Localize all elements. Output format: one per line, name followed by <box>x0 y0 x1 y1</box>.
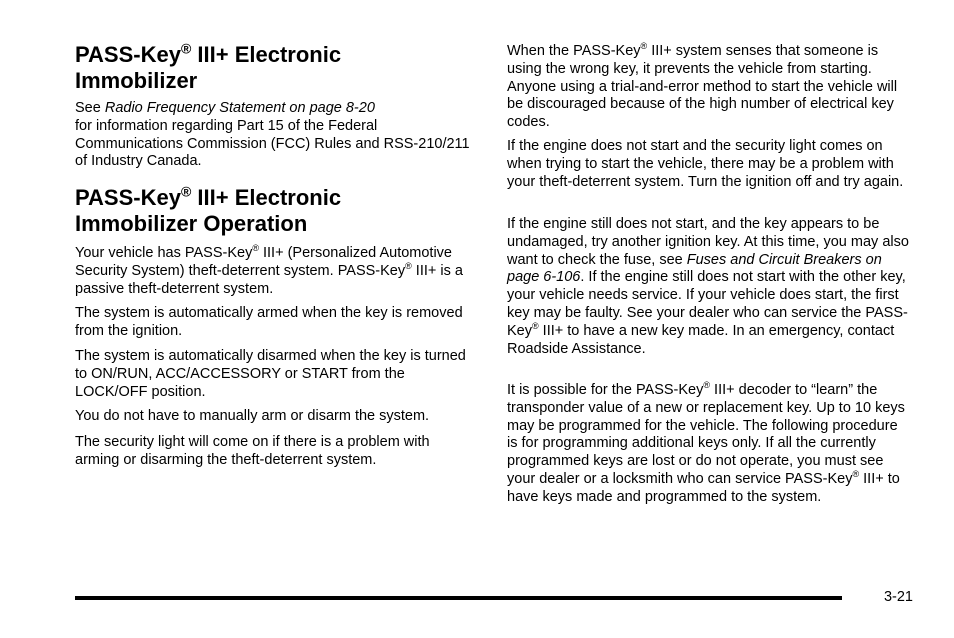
text: Your vehicle has PASS-Key <box>75 245 253 261</box>
registered-mark: ® <box>703 380 711 391</box>
text: III+ to have keys made and programmed to the system. <box>507 470 900 505</box>
section-heading-immobilizer <box>75 42 475 94</box>
registered-mark: ® <box>180 183 192 200</box>
heading-text: PASS-Key <box>75 185 181 210</box>
paragraph-armed: The system is automatically armed when the key is removed from the ignition. <box>75 305 463 339</box>
text: When the PASS-Key <box>507 43 641 59</box>
heading-text: PASS-Key <box>75 42 181 67</box>
footer-rule <box>75 596 842 600</box>
registered-mark: ® <box>640 41 648 52</box>
text: If the engine still does not start, and the key appears to be undamaged, try another ignition key. At this time, you may also want to check the fuse, see <box>507 216 909 268</box>
registered-mark: ® <box>852 469 860 480</box>
registered-mark: ® <box>252 243 259 254</box>
text: III+ system senses that someone is using the wrong key, it prevents the vehicle from starting. Anyone using a trial-and-error method to start the vehicle will be discouraged because of the high number of electrical key codes. <box>507 43 898 131</box>
page-number: 3-21 <box>883 589 913 605</box>
text: It is possible for the PASS-Key <box>507 382 704 398</box>
text: See <box>75 100 105 116</box>
paragraph-learn-keys <box>507 382 912 507</box>
cross-reference-link[interactable]: Radio Frequency Statement on page 8-20 <box>104 100 375 116</box>
registered-mark: ® <box>405 260 412 271</box>
paragraph-wrong-key <box>507 43 912 132</box>
paragraph-security-light: The security light will come on if there is a problem with arming or disarming the theft-deterrent system. <box>75 434 430 468</box>
registered-mark: ® <box>180 40 192 57</box>
heading-text: Immobilizer Operation <box>75 211 308 236</box>
text: III+ is a passive theft-deterrent system. <box>75 262 463 297</box>
paragraph-disarmed: The system is automatically disarmed when the key is turned to ON/RUN, ACC/ACCESSORY or START from the LOCK/OFF position. <box>75 348 466 400</box>
text: III+ decoder to “learn” the transponder value of a new or replacement key. Up to 10 keys may be programmed for the vehicle. The following procedure is for programming additional keys only. If all the currently programmed keys are lost or do not operate, you must see your dealer or a locksmith who can service PASS-Key <box>507 382 905 487</box>
text: for information regarding Part 15 of the Federal Communications Commission (FCC) Rules and RSS-210/211 of Industry Canada. <box>75 117 470 170</box>
paragraph-try-another-key <box>507 216 912 358</box>
heading-text: III+ Electronic <box>191 185 342 210</box>
registered-mark: ® <box>532 320 539 331</box>
heading-text: III+ Electronic <box>191 42 342 67</box>
text: . If the engine still does not start with the other key, your vehicle needs service. If your vehicle does start, the first key may be faulty. See your dealer who can service the PASS-Key <box>507 269 908 339</box>
paragraph-radio-frequency <box>75 100 475 171</box>
paragraph-manual-arm: You do not have to manually arm or disarm the system. <box>75 408 430 424</box>
paragraph-pass-key-system <box>75 245 475 298</box>
text: III+ to have a new key made. In an emergency, contact Roadside Assistance. <box>507 322 895 357</box>
section-heading-immobilizer-operation <box>75 185 475 237</box>
paragraph-engine-not-start: If the engine does not start and the security light comes on when trying to start the vehicle, there may be a problem with your theft-deterrent system. Turn the ignition off and try again. <box>507 138 904 190</box>
text: III+ (Personalized Automotive Security System) theft-deterrent system. PASS-Key <box>75 245 452 279</box>
cross-reference-link[interactable]: Fuses and Circuit Breakers on page 6-106 <box>507 251 882 286</box>
heading-text: Immobilizer <box>75 68 198 93</box>
